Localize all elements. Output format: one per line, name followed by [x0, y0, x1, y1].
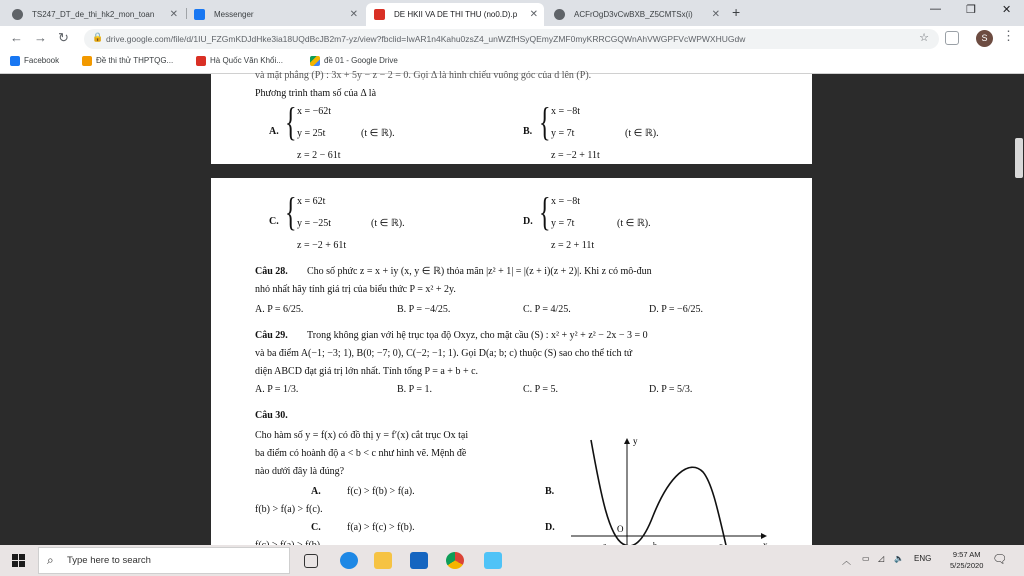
- back-icon[interactable]: ←: [10, 30, 23, 45]
- scrollbar[interactable]: [1014, 74, 1024, 545]
- option-label: A.: [269, 126, 279, 137]
- address-bar[interactable]: [84, 29, 939, 49]
- question-text: Cho hàm số y = f(x) có đồ thị y = f′(x) cắt trục Ox tại: [255, 430, 469, 441]
- browser-toolbar: [0, 26, 1024, 52]
- bookmark-ha-quoc-van[interactable]: Hà Quốc Văn Khổi...: [196, 56, 283, 66]
- search-icon: ⌕: [47, 553, 54, 567]
- derivative-curve: [591, 440, 729, 558]
- answer-option: B. P = 1.: [397, 384, 432, 395]
- brace-symbol: {: [285, 189, 297, 234]
- app-icon[interactable]: [484, 552, 502, 569]
- brace-symbol: {: [539, 189, 551, 234]
- answer-option: f(c) > f(b) > f(a).: [347, 486, 415, 497]
- equation-line: z = −2 + 11t: [551, 150, 600, 161]
- answer-option: B. P = −4/25.: [397, 304, 451, 315]
- windows-taskbar: [0, 545, 1024, 576]
- chrome-icon[interactable]: [446, 552, 464, 569]
- partial-text-line: và mặt phẳng (P) : 3x + 5y − z − 2 = 0. Gọi Δ là hình chiếu vuông góc của d lên (P).: [255, 70, 592, 81]
- reload-icon[interactable]: ↻: [58, 30, 69, 45]
- volume-icon[interactable]: 🔈: [894, 554, 904, 563]
- derivative-graph: [571, 436, 771, 558]
- search-placeholder: Type here to search: [67, 555, 151, 566]
- option-label: C.: [311, 522, 321, 533]
- parameter-condition: (t ∈ ℝ).: [361, 128, 395, 139]
- tab-pdf-active[interactable]: [366, 3, 544, 26]
- close-icon[interactable]: ✕: [349, 9, 358, 20]
- lock-icon: 🔒: [92, 32, 104, 42]
- clock-date: 5/25/2020: [950, 561, 984, 570]
- globe-icon: [12, 9, 23, 20]
- question-text: Phương trình tham số của Δ là: [255, 88, 377, 99]
- y-axis-label: y: [633, 436, 638, 446]
- bookmark-google-drive[interactable]: đề 01 - Google Drive: [310, 56, 398, 66]
- notification-icon[interactable]: 🗨: [992, 552, 1008, 566]
- x-axis-arrow: [761, 533, 767, 539]
- system-clock[interactable]: [950, 549, 983, 571]
- answer-option: C. P = 4/25.: [523, 304, 571, 315]
- file-explorer-icon[interactable]: [374, 552, 392, 569]
- language-indicator[interactable]: ENG: [914, 554, 932, 563]
- equation-line: y = −25t: [297, 218, 332, 229]
- question-number: Câu 30.: [255, 410, 288, 421]
- bookmark-facebook[interactable]: Facebook: [10, 56, 59, 66]
- answer-option: D. P = 5/3.: [649, 384, 693, 395]
- answer-option: f(a) > f(c) > f(b).: [347, 522, 415, 533]
- question-text: và ba điểm A(−1; −3; 1), B(0; −7; 0), C(−2; −1; 1). Gọi D(a; b; c) thuộc (S) sao cho thể tích tứ: [255, 348, 633, 359]
- option-label: B.: [545, 486, 555, 497]
- equation-line: x = 62t: [297, 196, 326, 207]
- answer-option: f(b) > f(a) > f(c).: [255, 504, 323, 515]
- tab-ts247[interactable]: [4, 3, 184, 26]
- network-icon[interactable]: ◿: [878, 554, 885, 563]
- equation-line: x = −62t: [297, 106, 332, 117]
- question-number: Câu 29.: [255, 330, 288, 341]
- extension-icon[interactable]: [945, 31, 959, 45]
- close-icon[interactable]: ✕: [529, 9, 538, 20]
- google-drive-icon: [310, 56, 320, 66]
- tab-title: TS247_DT_de_thi_hk2_mon_toan: [32, 10, 155, 19]
- edge-icon[interactable]: [340, 552, 358, 569]
- avatar[interactable]: S: [976, 30, 993, 47]
- question-number: Câu 28.: [255, 266, 288, 277]
- question-text: Trong không gian với hệ trục tọa độ Oxyz, cho mặt cầu (S) : x² + y² + z² − 2x − 3 = 0: [307, 330, 648, 341]
- window-close-icon[interactable]: ✕: [1002, 4, 1012, 16]
- option-label: A.: [311, 486, 321, 497]
- restore-icon[interactable]: ❐: [966, 4, 976, 16]
- battery-icon[interactable]: ▭: [862, 554, 870, 563]
- equation-line: z = −2 + 61t: [297, 240, 347, 251]
- answer-option: A. P = 6/25.: [255, 304, 304, 315]
- answer-option: C. P = 5.: [523, 384, 558, 395]
- chevron-up-icon[interactable]: ︿: [842, 556, 852, 566]
- new-tab-icon[interactable]: +: [732, 4, 741, 20]
- pencil-icon: [82, 56, 92, 66]
- equation-line: x = −8t: [551, 106, 581, 117]
- option-label: D.: [523, 216, 533, 227]
- brace-symbol: {: [285, 99, 297, 144]
- option-label: C.: [269, 216, 279, 227]
- tab-strip: [0, 0, 1024, 26]
- tab-messenger[interactable]: [186, 3, 364, 26]
- close-icon[interactable]: ✕: [711, 9, 720, 20]
- equation-line: y = 7t: [551, 218, 575, 229]
- pdf-page: [211, 178, 812, 558]
- equation-line: y = 7t: [551, 128, 575, 139]
- pdf-icon: [196, 56, 206, 66]
- origin-label: O: [617, 524, 624, 534]
- scroll-thumb[interactable]: [1015, 138, 1023, 178]
- answer-option: A. P = 1/3.: [255, 384, 299, 395]
- tab-acfr[interactable]: [546, 3, 726, 26]
- windows-start-icon[interactable]: [12, 554, 25, 567]
- clock-time: 9:57 AM: [952, 550, 981, 559]
- question-text: diện ABCD đạt giá trị lớn nhất. Tính tổng P = a + b + c.: [255, 366, 479, 377]
- pdf-page: [211, 70, 812, 164]
- option-label: D.: [545, 522, 555, 533]
- facebook-icon: [10, 56, 20, 66]
- bookmark-de-thi-thu[interactable]: Đề thi thử THPTQG...: [82, 56, 173, 66]
- more-menu-icon[interactable]: ⋮: [1002, 28, 1015, 43]
- answer-option: D. P = −6/25.: [649, 304, 703, 315]
- url-text[interactable]: drive.google.com/file/d/1IU_FZGmKDJdHke3ia18UQdBcJB2m7-yz/view?fbclid=IwAR1n4Kahu0zsZ4_unWZfHSyQEmyZMF0myKRRCGQWnAhVWGPFVcWPWXHUGdw: [106, 34, 746, 44]
- globe-icon: [554, 9, 565, 20]
- question-text: nhỏ nhất hãy tính giá trị của biểu thức P = x² + 2y.: [255, 284, 456, 295]
- parameter-condition: (t ∈ ℝ).: [617, 218, 651, 229]
- bookmark-star-icon[interactable]: ☆: [919, 32, 929, 44]
- equation-line: y = 25t: [297, 128, 326, 139]
- close-icon[interactable]: ✕: [169, 9, 178, 20]
- tab-title: DE HKII VA DE THI THU (no0.D).p: [394, 10, 518, 19]
- question-text: Cho số phức z = x + iy (x, y ∈ ℝ) thỏa mãn |z² + 1| = |(z + i)(z + 2)|. Khi z có mô-đun: [307, 266, 652, 277]
- pdf-viewer[interactable]: [0, 70, 1024, 545]
- facebook-icon: [194, 9, 205, 20]
- y-axis-arrow: [624, 438, 630, 444]
- pdf-icon: [374, 9, 385, 20]
- option-label: B.: [523, 126, 533, 137]
- minimize-icon[interactable]: —: [930, 3, 941, 15]
- tab-title: ACFrOgD3vCwBXB_Z5CMTSx(i): [574, 10, 693, 19]
- question-text: ba điểm có hoành độ a < b < c như hình vẽ. Mệnh đề: [255, 448, 467, 459]
- parameter-condition: (t ∈ ℝ).: [625, 128, 659, 139]
- question-text: nào dưới đây là đúng?: [255, 466, 345, 477]
- parameter-condition: (t ∈ ℝ).: [371, 218, 405, 229]
- equation-line: z = 2 − 61t: [297, 150, 341, 161]
- equation-line: x = −8t: [551, 196, 581, 207]
- tab-title: Messenger: [214, 10, 254, 19]
- equation-line: z = 2 + 11t: [551, 240, 595, 251]
- taskbar-search[interactable]: [38, 547, 290, 574]
- mail-icon[interactable]: [410, 552, 428, 569]
- forward-icon[interactable]: →: [34, 30, 47, 45]
- task-view-icon[interactable]: [304, 554, 318, 568]
- brace-symbol: {: [539, 99, 551, 144]
